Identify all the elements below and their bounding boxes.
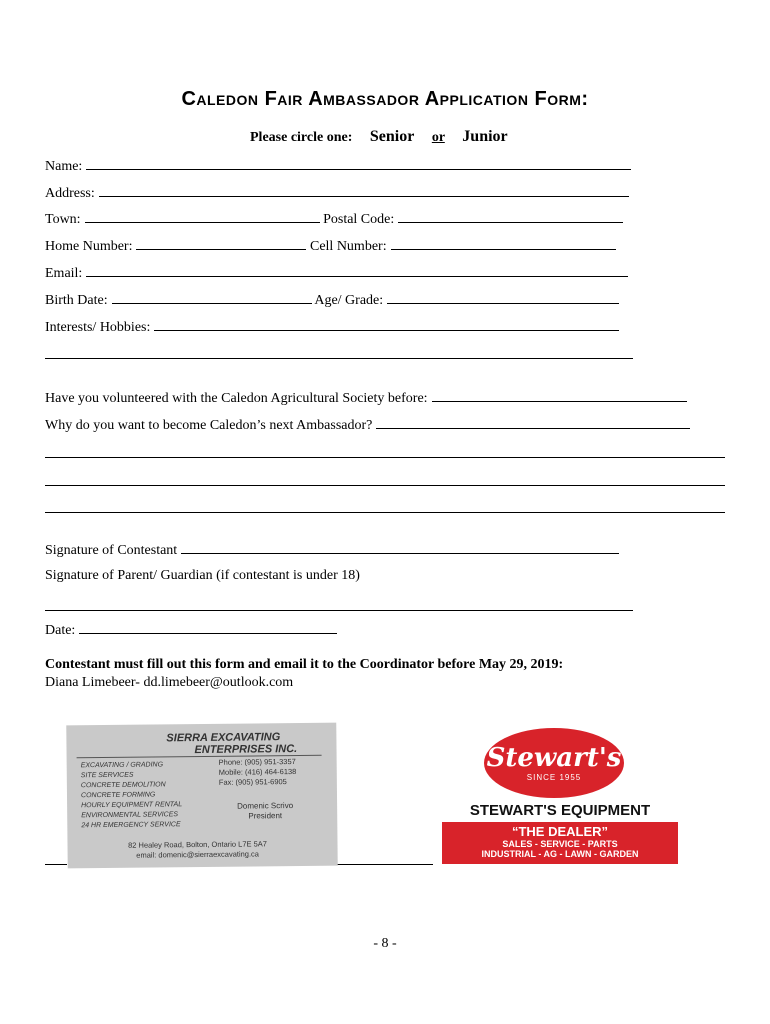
contestant-signature-label: Signature of Contestant <box>45 543 178 558</box>
email-label: Email: <box>45 266 83 281</box>
address-field[interactable] <box>99 184 629 197</box>
town-field[interactable] <box>85 210 320 223</box>
card-contact <box>219 757 297 788</box>
option-or: or <box>431 130 445 145</box>
circle-prompt: Please circle one: <box>250 130 353 145</box>
stewarts-dealer: “THE DEALER” <box>511 824 609 839</box>
parent-signature-line[interactable] <box>45 610 633 611</box>
cell-number-label: Cell Number: <box>309 239 387 254</box>
coordinator-contact: Diana Limebeer- dd.limebeer@outlook.com <box>45 675 294 690</box>
stewarts-sales: SALES - SERVICE - PARTS <box>502 839 618 849</box>
instruction-text: Contestant must fill out this form and email it to the Coordinator before May 29, 2019: <box>45 657 564 672</box>
parent-signature-label: Signature of Parent/ Guardian (if contestant is under 18) <box>45 568 360 583</box>
volunteer-question: Have you volunteered with the Caledon Agricultural Society before: <box>45 391 428 406</box>
signature-underline-left <box>45 864 67 865</box>
card-service: 24 HR EMERGENCY SERVICE <box>81 821 181 830</box>
why-question: Why do you want to become Caledon’s next Ambassador? <box>45 418 373 433</box>
age-grade-label: Age/ Grade: <box>314 293 384 308</box>
why-answer-line[interactable] <box>45 485 725 486</box>
parent-signature-row <box>45 568 360 584</box>
why-field[interactable] <box>376 416 690 429</box>
signature-underline-right <box>337 864 433 865</box>
interests-row <box>45 318 619 336</box>
town-row <box>45 210 623 228</box>
stewarts-oval-logo <box>484 728 624 798</box>
name-field[interactable] <box>86 157 631 170</box>
card-company-line2: ENTERPRISES INC. <box>194 743 298 757</box>
card-email: email: domenic@sierraexcavating.ca <box>136 849 259 860</box>
card-phone: Phone: (905) 951-3357 <box>218 757 296 767</box>
card-service: HOURLY EQUIPMENT RENTAL <box>81 801 183 810</box>
card-service: CONCRETE DEMOLITION <box>80 781 166 790</box>
date-row <box>45 621 337 639</box>
why-row <box>45 416 690 434</box>
option-junior[interactable]: Junior <box>462 128 508 145</box>
date-label: Date: <box>45 623 76 638</box>
card-service: EXCAVATING / GRADING <box>80 761 164 770</box>
card-person-title: President <box>248 811 283 821</box>
card-services <box>81 760 183 831</box>
postal-code-label: Postal Code: <box>323 212 395 227</box>
card-company-line1: SIERRA EXCAVATING <box>166 731 281 745</box>
name-row <box>45 157 631 175</box>
stewarts-since: SINCE 1955 <box>526 772 582 782</box>
interests-field[interactable] <box>154 318 619 331</box>
date-field[interactable] <box>79 621 337 634</box>
phone-row <box>45 237 616 255</box>
card-person <box>237 801 293 822</box>
page-number: - 8 - <box>373 936 397 951</box>
why-answer-line[interactable] <box>45 457 725 458</box>
birth-date-field[interactable] <box>112 291 312 304</box>
birth-row <box>45 291 619 309</box>
category-choice <box>250 128 508 146</box>
stewarts-equipment-logo <box>440 726 680 866</box>
card-person-name: Domenic Scrivo <box>237 801 294 811</box>
stewarts-script-name: Stewart's <box>486 742 622 773</box>
stewarts-industrial: INDUSTRIAL - AG - LAWN - GARDEN <box>481 849 639 859</box>
volunteer-field[interactable] <box>432 389 687 402</box>
sierra-business-card <box>66 723 337 869</box>
address-row <box>45 184 629 202</box>
card-mobile: Mobile: (416) 464-6138 <box>218 767 297 777</box>
email-row <box>45 264 628 282</box>
interests-extra-line[interactable] <box>45 358 633 359</box>
interests-label: Interests/ Hobbies: <box>45 320 151 335</box>
postal-code-field[interactable] <box>398 210 623 223</box>
card-address-block <box>107 839 287 861</box>
card-service: SITE SERVICES <box>80 771 134 780</box>
age-grade-field[interactable] <box>387 291 619 304</box>
card-address: 82 Healey Road, Bolton, Ontario L7E 5A7 <box>128 839 267 850</box>
stewarts-equipment-name: STEWART'S EQUIPMENT <box>469 802 651 819</box>
contestant-signature-row <box>45 541 619 559</box>
card-fax: Fax: (905) 951-6905 <box>218 777 287 787</box>
name-label: Name: <box>45 159 83 174</box>
address-label: Address: <box>45 186 95 201</box>
home-number-field[interactable] <box>136 237 306 250</box>
form-title: Caledon Fair Ambassador Application Form: <box>181 88 589 110</box>
town-label: Town: <box>45 212 81 227</box>
card-service: CONCRETE FORMING <box>80 791 156 800</box>
cell-number-field[interactable] <box>391 237 616 250</box>
stewarts-red-banner <box>442 822 678 864</box>
contestant-signature-field[interactable] <box>181 541 619 554</box>
card-service: ENVIRONMENTAL SERVICES <box>81 811 179 820</box>
email-field[interactable] <box>86 264 628 277</box>
why-answer-line[interactable] <box>45 512 725 513</box>
home-number-label: Home Number: <box>45 239 133 254</box>
birth-date-label: Birth Date: <box>45 293 108 308</box>
option-senior[interactable]: Senior <box>369 128 415 145</box>
volunteer-row <box>45 389 687 407</box>
